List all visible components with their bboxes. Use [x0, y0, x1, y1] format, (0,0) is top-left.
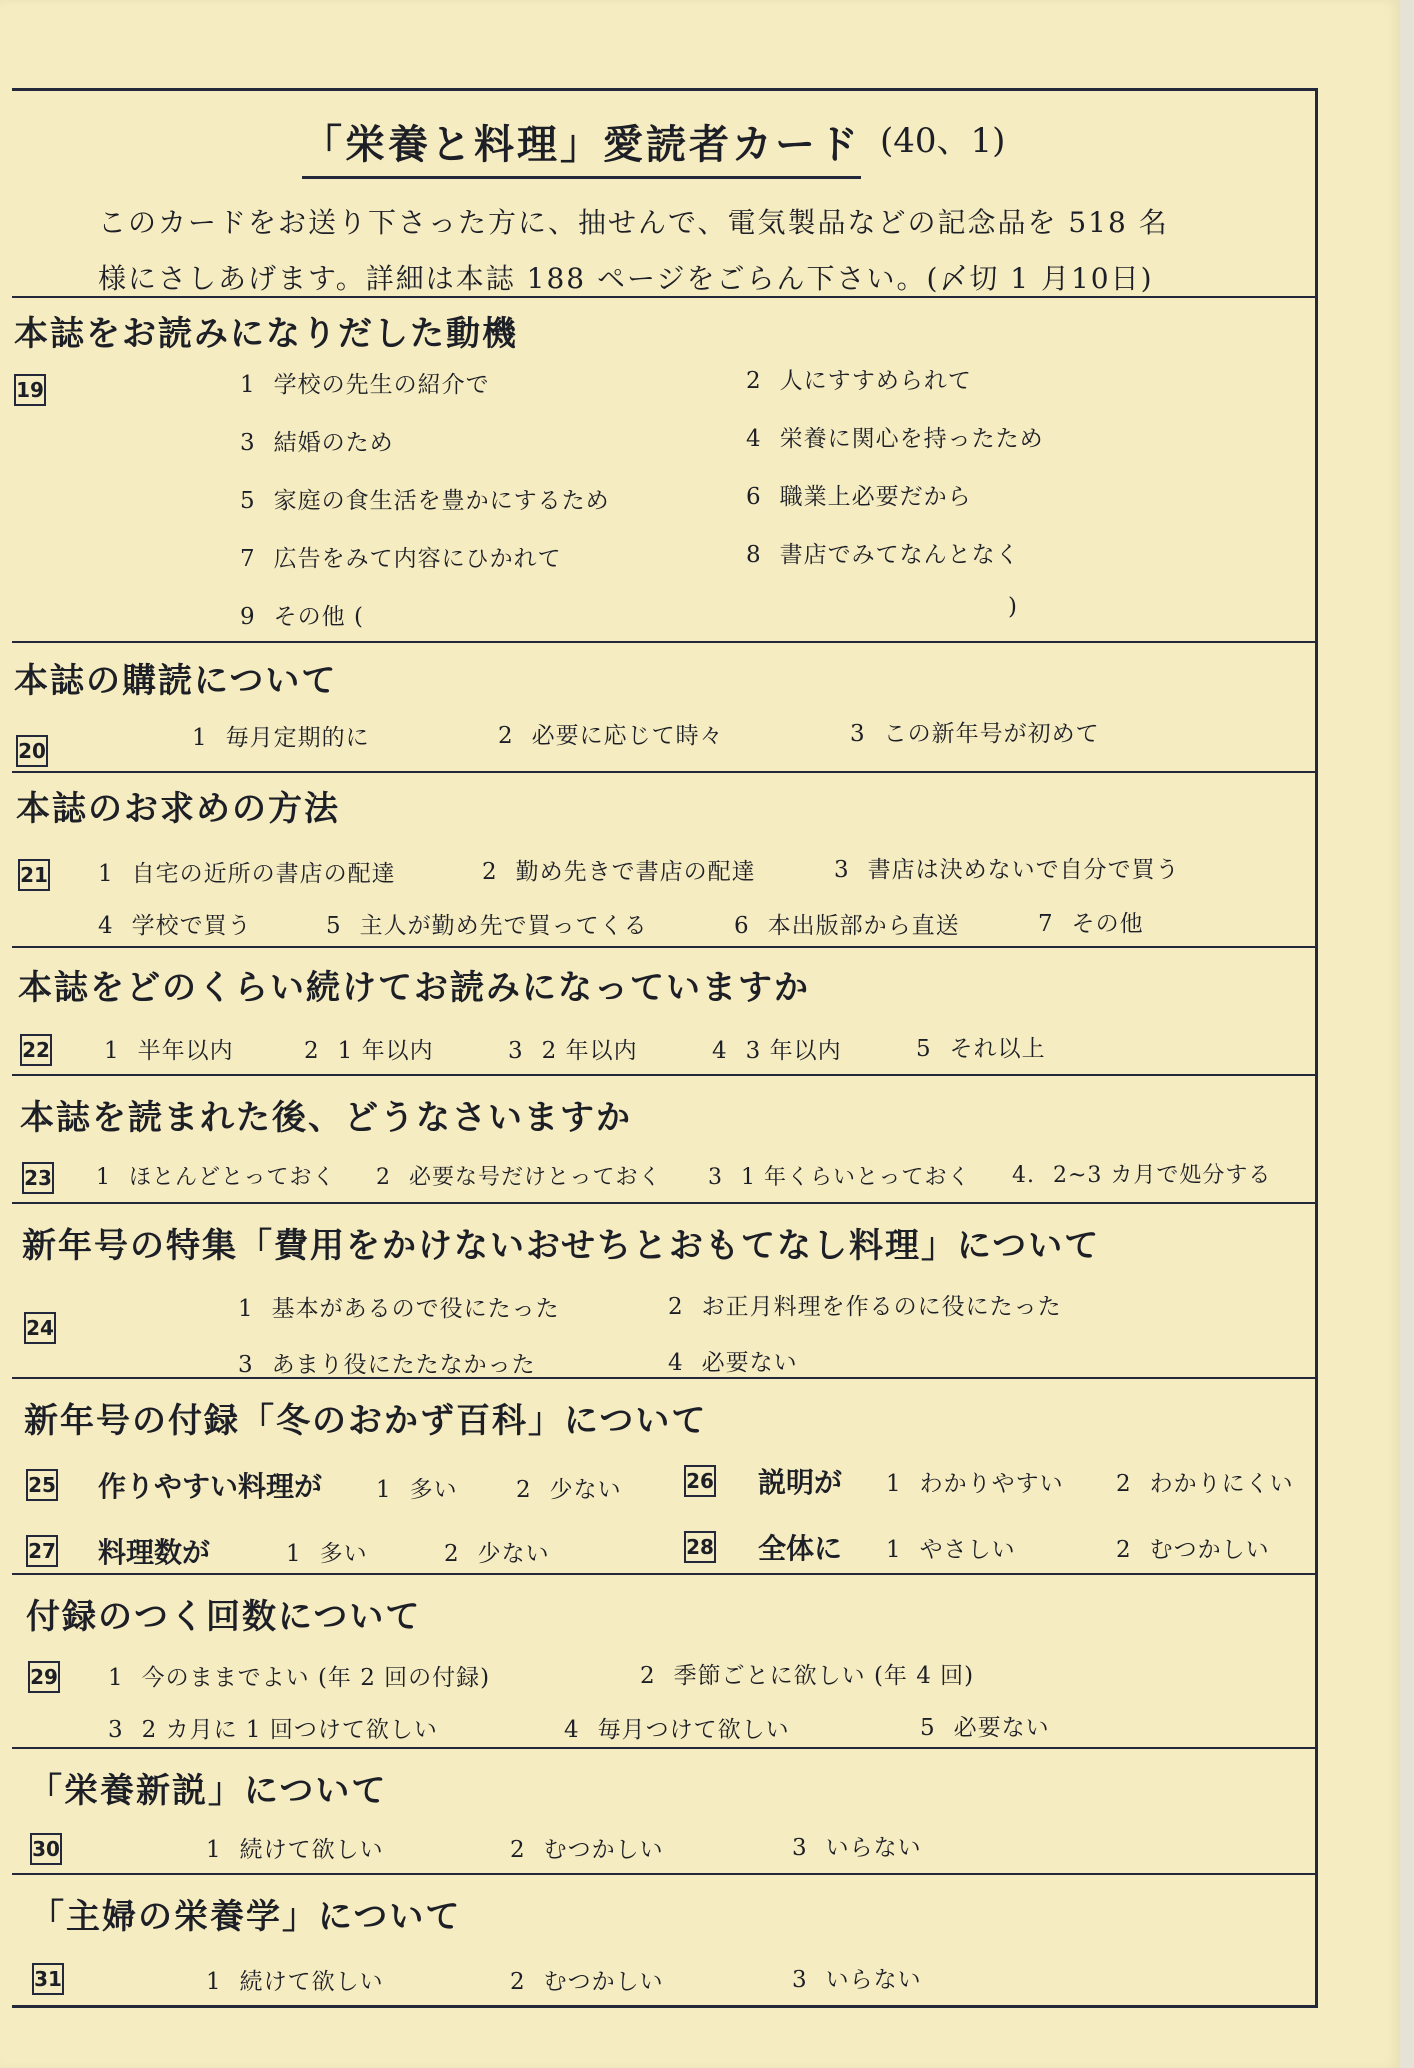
option-label: 職業上必要だから — [779, 484, 972, 510]
option-label: 必要ない — [701, 1350, 798, 1376]
q19-number: 19 — [14, 374, 46, 406]
option-label: あまり役にたたなかった — [271, 1352, 536, 1378]
option-number: 4 — [564, 1717, 580, 1743]
option-number: 1 — [286, 1541, 302, 1567]
option-label: その他 ( — [273, 604, 364, 630]
q19-option-3[interactable] — [240, 424, 394, 457]
option-label: 学校の先生の紹介で — [273, 372, 490, 398]
option-number: 1 — [98, 861, 114, 887]
q29-option-2[interactable] — [640, 1657, 974, 1690]
q22-option-5[interactable] — [916, 1030, 1046, 1063]
option-number: 1 — [886, 1537, 902, 1563]
q25-option-1[interactable] — [376, 1471, 458, 1504]
option-number: 3 — [238, 1352, 254, 1378]
option-label: 2 年以内 — [541, 1038, 638, 1064]
q23-option-2[interactable] — [376, 1160, 662, 1191]
option-number: 3 — [240, 430, 256, 456]
option-number: 5 — [916, 1036, 932, 1062]
q31-option-3[interactable] — [792, 1961, 922, 1994]
q22-number: 22 — [20, 1034, 52, 1066]
q29-option-1[interactable] — [108, 1659, 490, 1692]
q19-heading: 本誌をお読みになりだした動機 — [14, 314, 518, 354]
q27-number: 27 — [26, 1535, 58, 1567]
option-number: 1 — [206, 1969, 222, 1995]
q27-option-1[interactable] — [286, 1535, 368, 1568]
option-number: 1 — [96, 1165, 111, 1190]
option-number: 9 — [240, 604, 256, 630]
q21-heading: 本誌のお求めの方法 — [16, 789, 340, 829]
card-title: 「栄養と料理」愛読者カード — [302, 113, 861, 179]
option-number: 1 — [886, 1471, 902, 1497]
option-label: 続けて欲しい — [239, 1837, 384, 1863]
option-label: 本出版部から直送 — [767, 913, 960, 939]
option-label: 必要に応じて時々 — [531, 723, 724, 749]
q29-option-5[interactable] — [920, 1709, 1050, 1742]
option-label: 季節ごとに欲しい (年 4 回) — [673, 1663, 975, 1689]
option-label: お正月料理を作るのに役にたった — [701, 1294, 1062, 1320]
section-q29 — [12, 1573, 1315, 1749]
option-number: 2 — [376, 1165, 391, 1190]
q21-number: 21 — [18, 859, 50, 891]
option-number: 1 — [240, 372, 256, 398]
q30-number: 30 — [30, 1833, 62, 1865]
intro-line-1: このカードをお送り下さった方に、抽せんで、電気製品などの記念品を 518 名 — [98, 206, 1169, 239]
q20-number: 20 — [16, 735, 48, 767]
option-number: 2 — [498, 723, 514, 749]
section-q31 — [12, 1873, 1315, 2010]
card-title-wrap — [302, 113, 861, 179]
q26-label: 説明が — [758, 1466, 843, 1499]
q20-option-2[interactable] — [498, 717, 724, 750]
option-label: 今のままでよい (年 2 回の付録) — [141, 1665, 491, 1691]
option-label: 2 カ月に 1 回つけて欲しい — [141, 1717, 438, 1743]
q31-heading: 「主婦の栄養学」について — [30, 1897, 462, 1937]
option-label: 3 年以内 — [745, 1038, 842, 1064]
q20-heading: 本誌の購読について — [14, 661, 338, 701]
option-number: 3 — [108, 1717, 124, 1743]
option-label: むつかしい — [543, 1837, 664, 1863]
option-label: この新年号が初めて — [883, 721, 1100, 747]
q31-option-2[interactable] — [510, 1963, 664, 1996]
q30-option-2[interactable] — [510, 1831, 664, 1864]
option-label: 自宅の近所の書店の配達 — [131, 861, 396, 887]
option-label: 勤め先きで書店の配達 — [515, 859, 756, 885]
option-label: 書店でみてなんとなく — [779, 542, 1020, 568]
option-label: 多い — [409, 1477, 458, 1503]
q23-number: 23 — [22, 1162, 54, 1194]
option-label: ほとんどとっておく — [129, 1165, 336, 1190]
q28-label: 全体に — [758, 1532, 843, 1565]
option-number: 7 — [1038, 911, 1054, 937]
option-number: 8 — [746, 542, 762, 568]
option-number: 2 — [1116, 1471, 1132, 1497]
q28-option-2[interactable] — [1116, 1531, 1270, 1564]
option-number: 2 — [510, 1969, 526, 1995]
option-label: 2~3 カ月で処分する — [1053, 1163, 1272, 1188]
q29-number: 29 — [28, 1661, 60, 1693]
option-number: 3 — [508, 1038, 524, 1064]
q23-option-4[interactable] — [1012, 1158, 1271, 1189]
option-number: 1 — [192, 725, 208, 751]
option-label: いらない — [825, 1835, 922, 1861]
option-label: むつかしい — [1149, 1537, 1270, 1563]
q22-heading: 本誌をどのくらい続けてお読みになっていますか — [18, 968, 810, 1008]
option-number: 6 — [746, 484, 762, 510]
option-label: 1 年以内 — [337, 1038, 434, 1064]
section-q30 — [12, 1747, 1315, 1875]
option-label: その他 — [1071, 911, 1144, 937]
q25-option-2[interactable] — [516, 1471, 622, 1504]
q22-option-4[interactable] — [712, 1032, 842, 1065]
q24-option-2[interactable] — [668, 1288, 1062, 1321]
q26-option-2[interactable] — [1116, 1465, 1294, 1498]
q25-28-heading: 新年号の付録「冬のおかず百科」について — [24, 1401, 708, 1441]
q27-option-2[interactable] — [444, 1535, 550, 1568]
option-label: 毎月つけて欲しい — [597, 1717, 790, 1743]
issue-code: (40、1) — [880, 121, 1006, 161]
q27-label: 料理数が — [98, 1536, 211, 1569]
option-number: 1 — [238, 1296, 254, 1322]
option-label: 家庭の食生活を豊かにするため — [273, 488, 610, 514]
q26-option-1[interactable] — [886, 1465, 1064, 1498]
option-number: 2 — [668, 1294, 684, 1320]
option-number: 6 — [734, 913, 750, 939]
q30-option-1[interactable] — [206, 1831, 384, 1864]
option-number: 7 — [240, 546, 256, 572]
q19-option-2[interactable] — [746, 362, 972, 395]
option-label: 続けて欲しい — [239, 1969, 384, 1995]
option-number: 4. — [1012, 1163, 1035, 1188]
option-number: 3 — [792, 1835, 808, 1861]
option-number: 5 — [240, 488, 256, 514]
q24-heading: 新年号の特集「費用をかけないおせちとおもてなし料理」について — [22, 1226, 1101, 1266]
q20-option-3[interactable] — [850, 715, 1100, 748]
option-number: 2 — [444, 1541, 460, 1567]
option-number: 4 — [668, 1350, 684, 1376]
option-number: 1 — [376, 1477, 392, 1503]
option-label: 主人が勤め先で買ってくる — [359, 913, 648, 939]
section-q19 — [12, 296, 1315, 643]
option-number: 3 — [834, 857, 850, 883]
q21-option-7[interactable] — [1038, 905, 1144, 938]
option-label: 広告をみて内容にひかれて — [273, 546, 562, 572]
q29-option-3[interactable] — [108, 1711, 438, 1744]
q31-number: 31 — [32, 1963, 64, 1995]
q30-heading: 「栄養新説」について — [28, 1771, 388, 1811]
option-label: 人にすすめられて — [779, 368, 972, 394]
option-label: 1 年くらいとっておく — [741, 1165, 971, 1190]
q23-option-3[interactable] — [708, 1160, 971, 1191]
option-number: 2 — [1116, 1537, 1132, 1563]
option-label: いらない — [825, 1967, 922, 1993]
q19-option-4[interactable] — [746, 420, 1044, 453]
section-q20 — [12, 641, 1315, 773]
q22-option-1[interactable] — [104, 1032, 234, 1065]
q29-option-4[interactable] — [564, 1711, 790, 1744]
option-number: 4 — [712, 1038, 728, 1064]
q30-option-3[interactable] — [792, 1829, 922, 1862]
option-number: 5 — [920, 1715, 936, 1741]
option-number: 1 — [108, 1665, 124, 1691]
section-q21 — [12, 771, 1315, 948]
option-label: 学校で買う — [131, 913, 252, 939]
q23-heading: 本誌を読まれた後、どうなさいますか — [20, 1098, 632, 1138]
option-label: むつかしい — [543, 1969, 664, 1995]
q21-option-4[interactable] — [98, 907, 252, 940]
q31-option-1[interactable] — [206, 1963, 384, 1996]
option-label: 必要ない — [953, 1715, 1050, 1741]
option-label: 書店は決めないで自分で買う — [867, 857, 1180, 883]
section-q22 — [12, 946, 1315, 1076]
intro-line-2: 様にさしあげます。詳細は本誌 188 ページをごらん下さい。(〆切 1 月10日) — [98, 262, 1154, 295]
q22-option-2[interactable] — [304, 1032, 434, 1065]
q25-label: 作りやすい料理が — [98, 1470, 323, 1503]
q28-option-1[interactable] — [886, 1531, 1016, 1564]
option-label: それ以上 — [949, 1036, 1046, 1062]
option-number: 1 — [104, 1038, 120, 1064]
q24-option-4[interactable] — [668, 1344, 798, 1377]
q29-heading: 付録のつく回数について — [26, 1597, 422, 1637]
option-label: 必要な号だけとっておく — [409, 1165, 662, 1190]
q23-option-1[interactable] — [96, 1160, 336, 1191]
section-q24 — [12, 1202, 1315, 1379]
option-label: 毎月定期的に — [225, 725, 370, 751]
q19-option-7[interactable] — [240, 540, 562, 573]
option-label: やさしい — [919, 1537, 1016, 1563]
option-label: 結婚のため — [273, 430, 394, 456]
reader-card — [12, 88, 1318, 2008]
q19-option-1[interactable] — [240, 366, 490, 399]
option-label: 栄養に関心を持ったため — [779, 426, 1044, 452]
q19-option-5[interactable] — [240, 482, 610, 515]
q25-number: 25 — [26, 1469, 58, 1501]
q19-option-9[interactable] — [240, 598, 364, 631]
option-number: 4 — [746, 426, 762, 452]
q26-number: 26 — [684, 1465, 716, 1497]
option-label: 少ない — [549, 1477, 622, 1503]
q19-other-close-paren: ) — [1008, 594, 1018, 620]
option-number: 2 — [482, 859, 498, 885]
q21-option-2[interactable] — [482, 853, 756, 886]
section-q23 — [12, 1074, 1315, 1204]
q21-option-5[interactable] — [326, 907, 648, 940]
option-number: 1 — [206, 1837, 222, 1863]
q24-option-1[interactable] — [238, 1290, 560, 1323]
option-number: 2 — [640, 1663, 656, 1689]
option-label: わかりにくい — [1149, 1471, 1294, 1497]
q21-option-1[interactable] — [98, 855, 396, 888]
option-number: 2 — [304, 1038, 320, 1064]
q22-option-3[interactable] — [508, 1032, 638, 1065]
option-number: 3 — [792, 1967, 808, 1993]
q20-option-1[interactable] — [192, 719, 370, 752]
q24-number: 24 — [24, 1312, 56, 1344]
q21-option-6[interactable] — [734, 907, 960, 940]
option-label: わかりやすい — [919, 1471, 1064, 1497]
q21-option-3[interactable] — [834, 851, 1180, 884]
q19-option-8[interactable] — [746, 536, 1020, 569]
q19-option-6[interactable] — [746, 478, 972, 511]
q28-number: 28 — [684, 1531, 716, 1563]
option-number: 4 — [98, 913, 114, 939]
q24-option-3[interactable] — [238, 1346, 536, 1379]
option-label: 半年以内 — [137, 1038, 234, 1064]
option-label: 多い — [319, 1541, 368, 1567]
option-label: 基本があるので役にたった — [271, 1296, 560, 1322]
option-label: 少ない — [477, 1541, 550, 1567]
option-number: 3 — [850, 721, 866, 747]
option-number: 2 — [746, 368, 762, 394]
option-number: 2 — [510, 1837, 526, 1863]
section-q25-28 — [12, 1377, 1315, 1575]
option-number: 2 — [516, 1477, 532, 1503]
option-number: 3 — [708, 1165, 723, 1190]
option-number: 5 — [326, 913, 342, 939]
